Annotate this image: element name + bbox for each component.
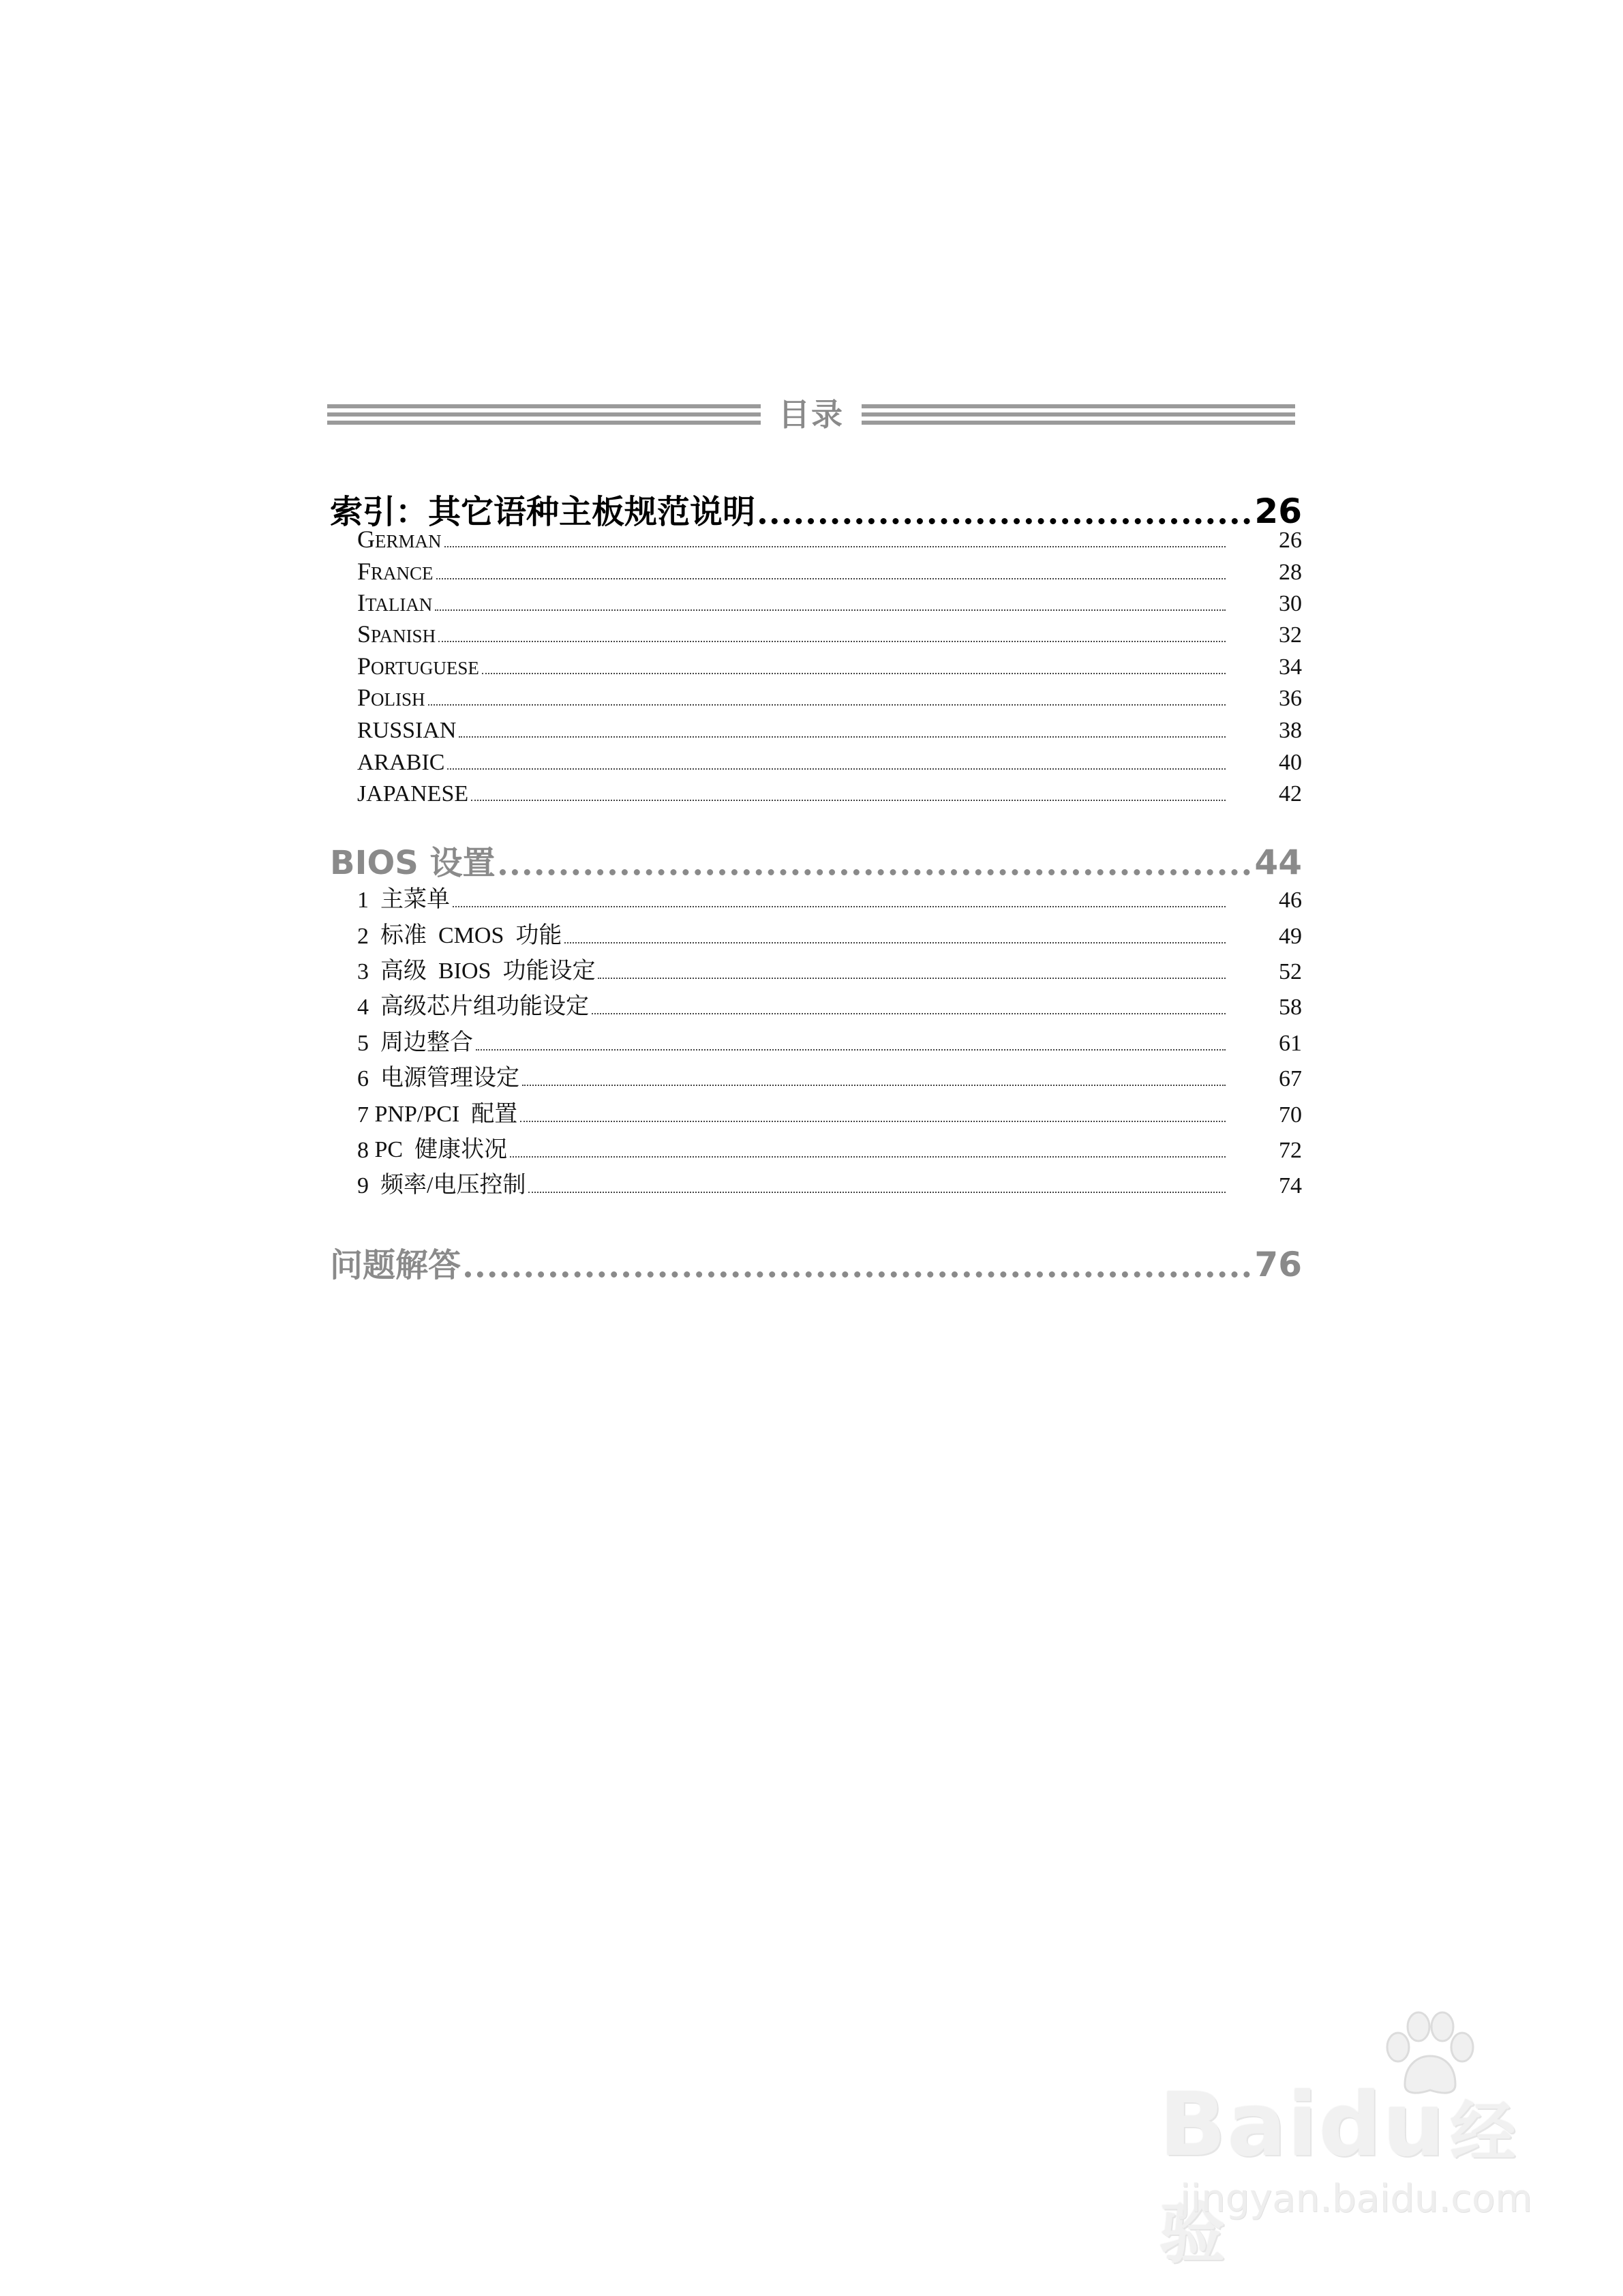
dot-leader xyxy=(444,546,1226,547)
toc-entry-pc-health[interactable] xyxy=(357,1131,1302,1164)
entry-page: 42 xyxy=(1279,781,1302,806)
toc-header xyxy=(327,393,1295,436)
entry-initial: P xyxy=(357,684,371,711)
dot-leader xyxy=(598,978,1226,979)
entry-rest: ERMAN xyxy=(375,531,442,552)
toc-entry-standard-cmos[interactable] xyxy=(357,917,1302,950)
dot-leader xyxy=(447,768,1226,770)
entry-page: 52 xyxy=(1279,959,1302,984)
toc-entry-france[interactable] xyxy=(357,553,1302,586)
entry-initial: F xyxy=(357,558,371,585)
dot-leader xyxy=(522,1085,1226,1086)
entry-number: 6 xyxy=(357,1066,380,1091)
entry-text: 主菜单 xyxy=(380,887,450,912)
entry-text: PNP/PCI 配置 xyxy=(374,1102,518,1127)
entry-initial: S xyxy=(357,620,371,648)
section-title: 索引：其它语种主板规范说明 xyxy=(330,493,756,531)
entry-rest: RANCE xyxy=(371,563,434,584)
entry-page: 30 xyxy=(1279,591,1302,616)
toc-entry-german[interactable] xyxy=(357,521,1302,554)
toc-entry-frequency-voltage[interactable] xyxy=(357,1166,1302,1199)
entry-page: 32 xyxy=(1279,622,1302,648)
entry-page: 67 xyxy=(1279,1066,1302,1091)
dot-leader xyxy=(465,1271,1250,1278)
entry-text: 电源管理设定 xyxy=(380,1066,519,1091)
entry-page: 61 xyxy=(1279,1031,1302,1056)
dot-leader xyxy=(436,578,1226,579)
toc-entry-russian[interactable] xyxy=(357,711,1302,744)
dot-leader xyxy=(476,1049,1226,1051)
toc-entry-italian[interactable] xyxy=(357,584,1302,617)
section-title: 问题解答 xyxy=(330,1246,461,1284)
dot-leader xyxy=(453,906,1226,907)
toc-entry-power-management[interactable] xyxy=(357,1059,1302,1092)
entry-initial: I xyxy=(357,589,365,616)
toc-entry-peripherals[interactable] xyxy=(357,1024,1302,1057)
entry-page: 28 xyxy=(1279,560,1302,585)
entry-page: 70 xyxy=(1279,1102,1302,1128)
toc-entry-advanced-chipset[interactable] xyxy=(357,988,1302,1021)
dot-leader xyxy=(528,1192,1226,1193)
dot-leader xyxy=(592,1013,1226,1014)
entry-number: 1 xyxy=(357,888,380,913)
entry-text: 周边整合 xyxy=(380,1030,473,1055)
baidu-jingyan-watermark xyxy=(1159,2010,1541,2272)
entry-page: 58 xyxy=(1279,995,1302,1020)
entry-rest: ORTUGUESE xyxy=(371,658,479,678)
entry-initial: P xyxy=(357,652,371,680)
entry-page: 72 xyxy=(1279,1138,1302,1163)
dot-leader xyxy=(435,609,1226,611)
entry-text: ARABIC xyxy=(357,750,445,775)
toc-entry-spanish[interactable] xyxy=(357,616,1302,648)
dot-leader xyxy=(520,1121,1226,1122)
toc-entry-pnp-pci[interactable] xyxy=(357,1096,1302,1128)
watermark-url: jingyan.baidu.com xyxy=(1180,2177,1532,2221)
toc-entry-main-menu[interactable] xyxy=(357,881,1302,913)
entry-number: 2 xyxy=(357,924,380,949)
dot-leader xyxy=(564,942,1226,943)
entry-rest: TALIAN xyxy=(365,594,433,615)
left-rule xyxy=(327,404,761,425)
entry-initial: G xyxy=(357,526,375,553)
dot-leader xyxy=(459,736,1226,738)
toc-entry-portuguese[interactable] xyxy=(357,648,1302,680)
entry-rest: OLISH xyxy=(371,689,425,710)
entry-number: 9 xyxy=(357,1173,380,1198)
entry-rest: PANISH xyxy=(371,626,436,646)
entry-text: 高级芯片组功能设定 xyxy=(380,994,589,1019)
section-page: 76 xyxy=(1254,1245,1302,1284)
entry-text: 高级 BIOS 功能设定 xyxy=(380,958,596,984)
toc-section-bios[interactable] xyxy=(330,832,1302,882)
logo-cn: 经验 xyxy=(1159,2094,1517,2272)
dot-leader xyxy=(482,673,1226,674)
entry-page: 36 xyxy=(1279,686,1302,711)
entry-text: RUSSIAN xyxy=(357,718,457,743)
entry-number: 8 xyxy=(357,1138,375,1163)
section-title: BIOS 设置 xyxy=(330,844,496,882)
entry-number: 3 xyxy=(357,959,380,984)
entry-number: 4 xyxy=(357,995,380,1020)
dot-leader xyxy=(428,704,1226,706)
dot-leader xyxy=(510,1156,1226,1158)
dot-leader xyxy=(471,800,1226,801)
entry-text: 频率/电压控制 xyxy=(380,1173,526,1198)
entry-page: 46 xyxy=(1279,888,1302,913)
entry-page: 26 xyxy=(1279,528,1302,553)
toc-entry-arabic[interactable] xyxy=(357,743,1302,776)
section-page: 26 xyxy=(1254,492,1302,531)
watermark-logo xyxy=(1159,2074,1541,2278)
section-page: 44 xyxy=(1254,843,1302,882)
right-rule xyxy=(862,404,1295,425)
toc-title: 目录 xyxy=(778,396,844,433)
entry-page: 34 xyxy=(1279,654,1302,680)
entry-number: 7 xyxy=(357,1102,375,1128)
toc-entry-polish[interactable] xyxy=(357,679,1302,712)
toc-entry-japanese[interactable] xyxy=(357,774,1302,807)
logo-latin-2: du xyxy=(1318,2074,1446,2176)
entry-page: 38 xyxy=(1279,718,1302,743)
entry-page: 40 xyxy=(1279,750,1302,775)
entry-text: PC 健康状况 xyxy=(374,1137,508,1162)
entry-number: 5 xyxy=(357,1031,380,1056)
entry-text: 标准 CMOS 功能 xyxy=(380,923,562,948)
logo-latin: Bai xyxy=(1159,2074,1319,2176)
dot-leader xyxy=(438,641,1226,642)
toc-section-faq[interactable] xyxy=(330,1234,1302,1282)
entry-text: JAPANESE xyxy=(357,781,469,806)
dot-leader xyxy=(500,869,1251,875)
toc-entry-advanced-bios[interactable] xyxy=(357,952,1302,985)
entry-page: 74 xyxy=(1279,1173,1302,1198)
entry-page: 49 xyxy=(1279,924,1302,949)
